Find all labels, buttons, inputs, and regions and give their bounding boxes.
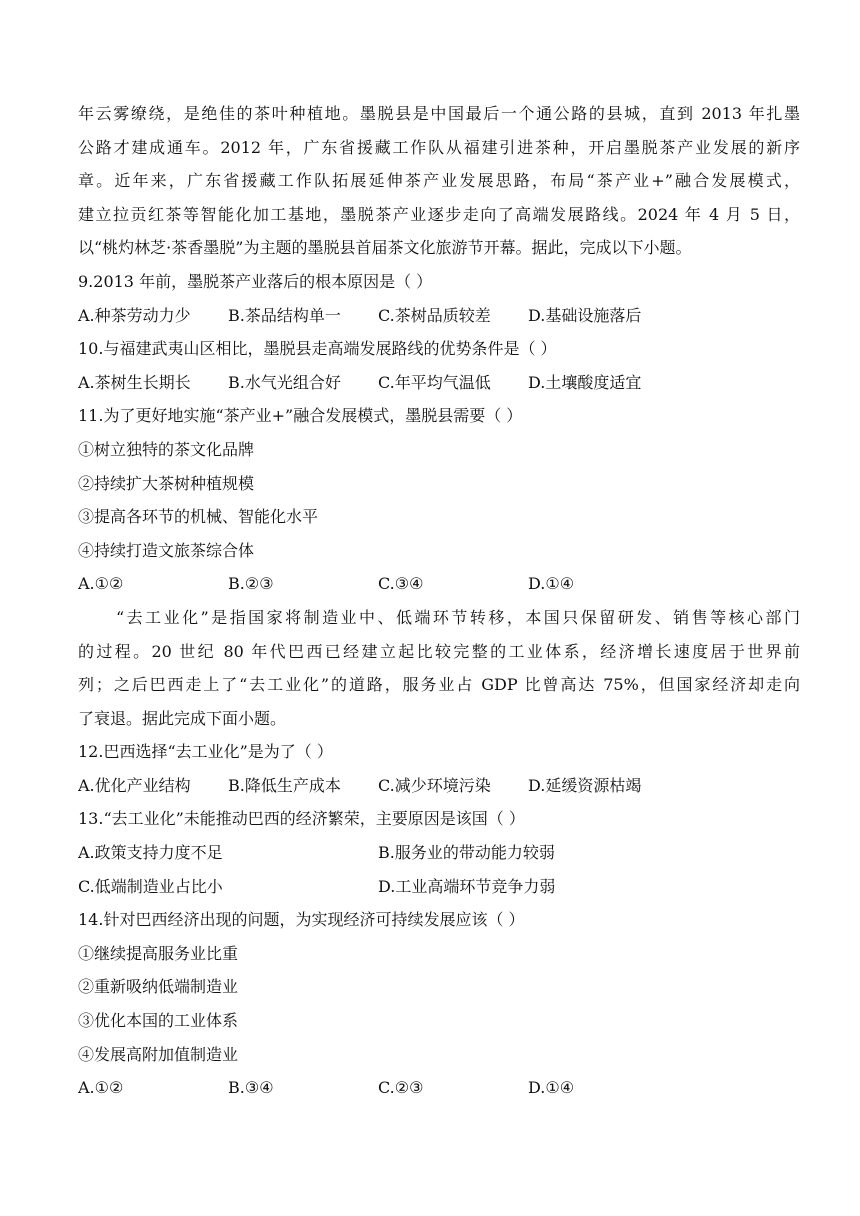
statement-item: ①继续提高服务业比重 [78,943,239,963]
question-11 [78,399,800,601]
passage-line: 的过程。20 世纪 80 年代巴西已经建立起比较完整的工业体系，经济增长速度居于世界前 [78,641,800,661]
option-a: A.种茶劳动力少 [78,305,191,325]
options-row [78,567,800,601]
options-row [78,870,800,904]
passage-motuo [78,97,800,265]
passage-line: 列；之后巴西走上了“去工业化”的道路，服务业占 GDP 比曾高达 75%，但国家经济却走向 [78,675,800,695]
option-a: A.①② [78,1078,124,1098]
statement-item: ①树立独特的茶文化品牌 [78,439,255,459]
option-c: C.茶树品质较差 [378,305,491,325]
option-c: C.年平均气温低 [378,372,491,392]
option-c: C.③④ [378,574,424,594]
question-12 [78,735,800,802]
passage-line: 年云雾缭绕，是绝佳的茶叶种植地。墨脱县是中国最后一个通公路的县城，直到 2013 年扎墨 [78,104,800,123]
passage-line: 建立拉贡红茶等智能化加工基地，墨脱茶产业逐步走向了高端发展路线。2024 年 4 月 5 日， [78,204,800,224]
option-c: C.②③ [378,1078,424,1098]
option-b: B.茶品结构单一 [228,305,341,325]
statement-item: ④发展高附加值制造业 [78,1044,239,1064]
question-9 [78,265,800,332]
passage-line: 了衰退。据此完成下面小题。 [78,708,287,728]
options-row [78,836,800,870]
question-stem: 10.与福建武夷山区相比，墨脱县走高端发展路线的优势条件是（ ） [78,339,557,359]
option-b: B.服务业的带动能力较弱 [378,843,555,863]
passage-line: 公路才建成通车。2012 年，广东省援藏工作队从福建引进茶种，开启墨脱茶产业发展的新序 [78,137,800,157]
option-d: D.①④ [528,1078,575,1098]
option-b: B.②③ [228,574,274,594]
passage-line: 章。近年来，广东省援藏工作队拓展延伸茶产业发展思路，布局“茶产业+”融合发展模式， [78,171,800,191]
option-d: D.延缓资源枯竭 [528,775,642,795]
statement-item: ②重新吸纳低端制造业 [78,977,239,997]
option-a: A.①② [78,574,124,594]
option-c: C.减少环境污染 [378,775,491,795]
option-b: B.降低生产成本 [228,775,341,795]
question-stem: 11.为了更好地实施“茶产业+”融合发展模式，墨脱县需要（ ） [78,406,523,426]
options-row [78,1071,800,1105]
option-a: A.茶树生长期长 [78,372,191,392]
statement-item: ③优化本国的工业体系 [78,1011,239,1031]
option-b: B.③④ [228,1078,274,1098]
question-10 [78,332,800,399]
options-row [78,299,800,333]
option-d: D.土壤酸度适宜 [528,372,642,392]
option-d: D.①④ [528,574,575,594]
options-row [78,769,800,803]
question-14 [78,903,800,1105]
question-13 [78,802,800,903]
statement-item: ④持续打造文旅茶综合体 [78,540,255,560]
question-stem: 14.针对巴西经济出现的问题，为实现经济可持续发展应该（ ） [78,910,525,930]
statement-item: ③提高各环节的机械、智能化水平 [78,507,319,527]
option-c: C.低端制造业占比小 [78,876,223,896]
question-stem: 13.“去工业化”未能推动巴西的经济繁荣，主要原因是该国（ ） [78,809,525,829]
option-a: A.政策支持力度不足 [78,843,223,863]
statement-item: ②持续扩大茶树种植规模 [78,473,255,493]
option-d: D.工业高端环节竞争力弱 [378,876,556,896]
question-stem: 12.巴西选择“去工业化”是为了（ ） [78,742,333,762]
option-b: B.水气光组合好 [228,372,341,392]
passage-line: 以“桃灼林芝·茶香墨脱”为主题的墨脱县首届茶文化旅游节开幕。据此，完成以下小题。 [78,238,692,258]
question-stem: 9.2013 年前，墨脱茶产业落后的根本原因是（ ） [78,271,433,291]
passage-brazil [78,601,800,735]
options-row [78,366,800,400]
option-d: D.基础设施落后 [528,305,642,325]
passage-line: “去工业化”是指国家将制造业中、低端环节转移，本国只保留研发、销售等核心部门 [116,607,800,627]
option-a: A.优化产业结构 [78,775,191,795]
